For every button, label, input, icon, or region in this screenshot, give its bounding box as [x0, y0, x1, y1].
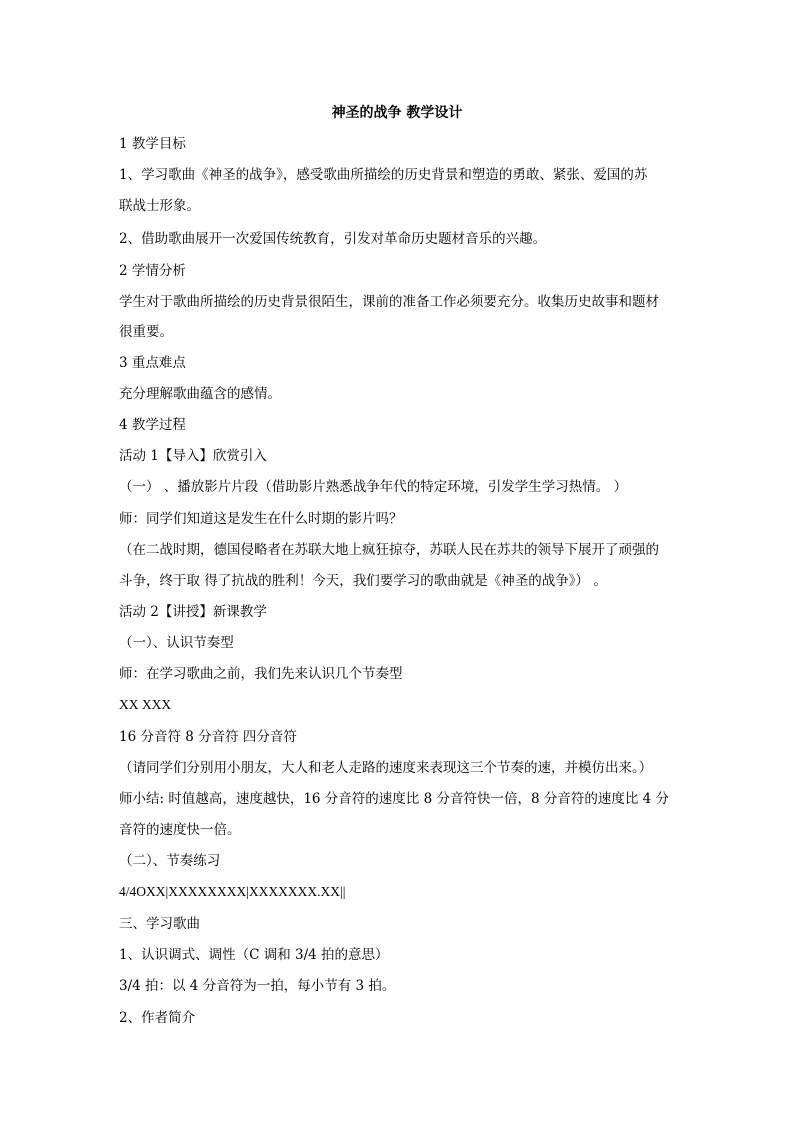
paragraph-line: 2、作者简介: [119, 1010, 196, 1026]
paragraph-line: （一）、认识节奏型: [119, 635, 234, 651]
paragraph-line: （二）、节奏练习: [119, 853, 221, 869]
section-heading-learn-song: 三、学习歌曲: [119, 916, 200, 932]
document-title: 神圣的战争 教学设计: [331, 105, 463, 121]
activity-heading: 活动 1【导入】欣赏引入: [119, 448, 267, 464]
section-heading-process: 4 教学过程: [119, 417, 186, 433]
rhythm-pattern: XX XXX: [119, 697, 172, 712]
paragraph-line: 1、认识调式、调性（C 调和 3/4 拍的意思）: [119, 947, 389, 963]
paragraph-line: 联战士形象。: [119, 198, 200, 214]
rhythm-exercise: 4/4OXX|XXXXXXXX|XXXXXXX.XX||: [119, 884, 346, 899]
paragraph-line: 师：同学们知道这是发生在什么时期的影片吗？: [119, 511, 403, 527]
paragraph-line: 师：在学习歌曲之前，我们先来认识几个节奏型: [119, 666, 403, 682]
paragraph-line: （请同学们分别用小朋友，大人和老人走路的速度来表现这三个节奏的速，并模仿出来。）: [119, 760, 653, 776]
activity-heading: 活动 2【讲授】新课教学: [119, 604, 267, 620]
paragraph-line: （在二战时期，德国侵略者在苏联大地上疯狂掠夺，苏联人民在苏共的领导下展开了顽强的: [119, 542, 659, 558]
paragraph-line: 学生对于歌曲所描绘的历史背景很陌生，课前的准备工作必须要充分。收集历史故事和题材: [119, 294, 659, 310]
paragraph-line: 16 分音符 8 分音符 四分音符: [119, 729, 297, 745]
section-heading-analysis: 2 学情分析: [119, 263, 186, 279]
paragraph-line: 斗争，终于取 得了抗战的胜利！今天，我们要学习的歌曲就是《神圣的战争》） 。: [119, 573, 607, 589]
paragraph-line: 2、借助歌曲展开一次爱国传统教育，引发对革命历史题材音乐的兴趣。: [119, 231, 547, 247]
paragraph-line: 1、学习歌曲《神圣的战争》，感受歌曲所描绘的历史背景和塑造的勇敢、紧张、爱国的苏: [119, 167, 648, 183]
paragraph-line: 很重要。: [119, 324, 173, 340]
paragraph-line: 充分理解歌曲蕴含的感情。: [119, 386, 281, 402]
paragraph-line: 3/4 拍：以 4 分音符为一拍，每小节有 3 拍。: [119, 978, 396, 994]
paragraph-line: 音符的速度快一倍。: [119, 822, 241, 838]
paragraph-line: 师小结: 时值越高，速度越快，16 分音符的速度比 8 分音符快一倍，8 分音符的速度比 4 分: [119, 791, 670, 807]
section-heading-key-points: 3 重点难点: [119, 355, 186, 371]
section-heading-objectives: 1 教学目标: [119, 136, 186, 152]
paragraph-line: （一） 、播放影片片段（借助影片熟悉战争年代的特定环境，引发学生学习热情。 ）: [119, 479, 628, 495]
